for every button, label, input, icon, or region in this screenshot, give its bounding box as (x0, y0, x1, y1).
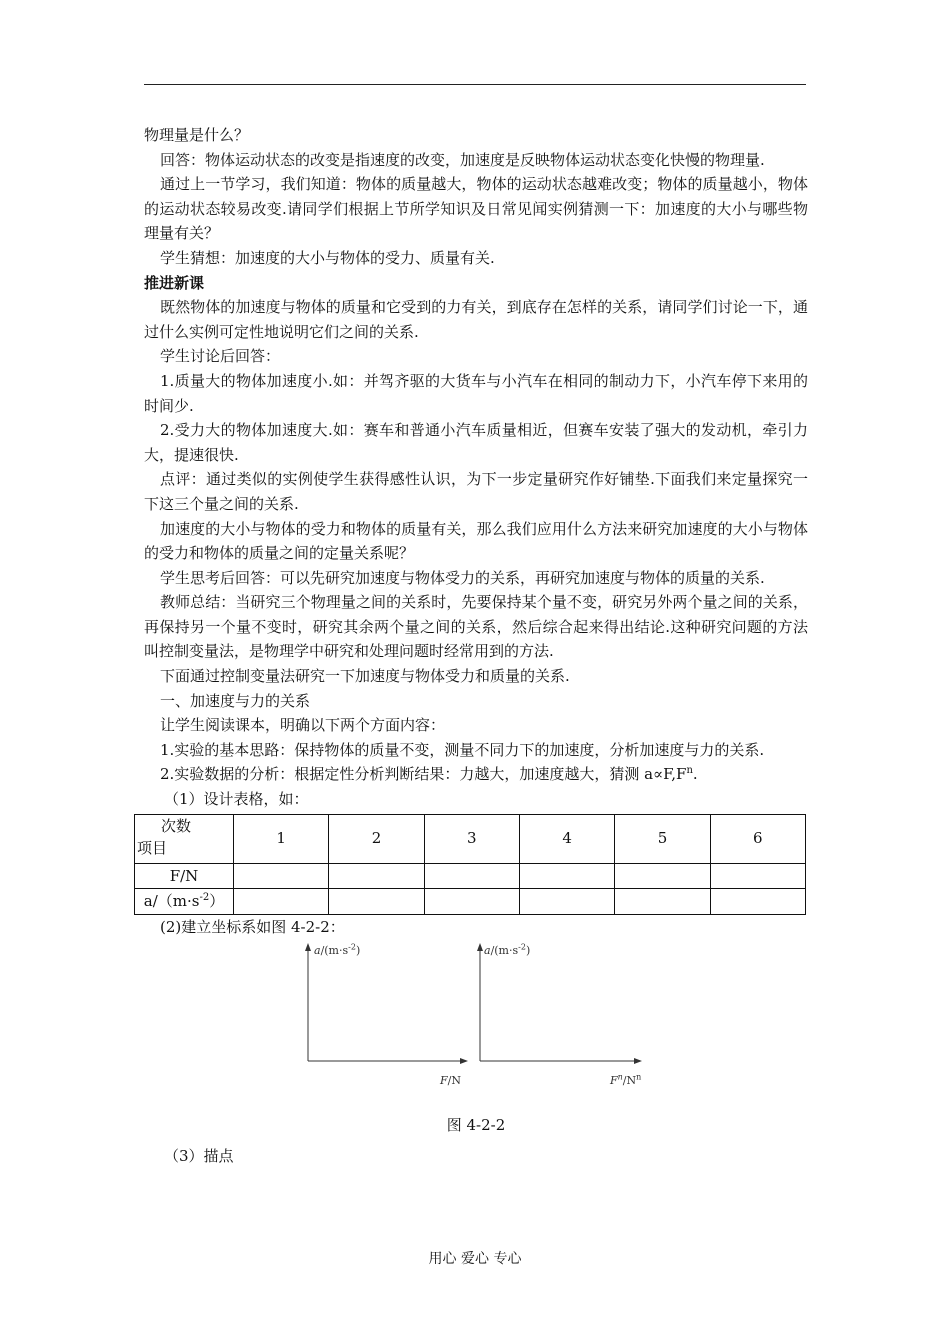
table-cell (234, 863, 329, 889)
paragraph: 1.实验的基本思路：保持物体的质量不变，测量不同力下的加速度，分析加速度与力的关系. (160, 740, 765, 759)
x-sup: n (617, 1072, 623, 1082)
column-header: 1 (234, 814, 329, 863)
paragraph-guess (144, 762, 808, 787)
table-cell (424, 863, 519, 889)
table-intro: （1）设计表格，如： (164, 790, 309, 809)
paragraph: 物理量是什么？ (144, 126, 250, 144)
y-unit: /(m·s (320, 944, 349, 958)
guess-suffix: . (692, 765, 698, 784)
table-header-row (135, 814, 806, 863)
x-unit: /N (447, 1074, 461, 1088)
coord-intro: (2)建立坐标系如图 4-2-2： (160, 917, 345, 936)
graph2-x-label (610, 1069, 641, 1094)
corner-top-label: 次数 (161, 816, 192, 835)
table-cell (519, 863, 614, 889)
data-table (134, 814, 806, 915)
y-sup: -2 (348, 942, 356, 952)
y-var: a (314, 944, 321, 958)
table-cell (329, 863, 424, 889)
row-label-acceleration (135, 889, 234, 915)
x-sup2: n (636, 1072, 642, 1082)
table-cell (615, 889, 710, 915)
figure-caption: 图 4-2-2 (446, 1116, 506, 1135)
row-label-force: F/N (135, 863, 234, 889)
guess-sup: n (686, 765, 693, 777)
paragraph: 点评：通过类似的实例使学生获得感性认识，为下一步定量研究作好铺垫.下面我们来定量探究一下这三个量之间的关系. (144, 470, 808, 513)
table-row (135, 863, 806, 889)
table-cell (710, 889, 805, 915)
table-row (135, 889, 806, 915)
y-var: a (484, 944, 491, 958)
column-header: 2 (329, 814, 424, 863)
corner-bottom-label: 项目 (137, 838, 168, 857)
paragraph: 学生思考后回答：可以先研究加速度与物体受力的关系，再研究加速度与物体的质量的关系. (160, 568, 765, 587)
table-corner-cell (135, 814, 234, 863)
paragraph: 让学生阅读课本，明确以下两个方面内容： (160, 716, 446, 735)
header-rule (144, 84, 806, 85)
y-sup: -2 (518, 942, 526, 952)
column-header: 4 (519, 814, 614, 863)
paragraph: 回答：物体运动状态的改变是指速度的改变，加速度是反映物体运动状态变化快慢的物理量. (160, 150, 765, 169)
y-close: ) (525, 944, 531, 958)
section-heading: 推进新课 (144, 273, 205, 292)
step-3: （3）描点 (164, 1147, 234, 1165)
paragraph: 1.质量大的物体加速度小.如：并驾齐驱的大货车与小汽车在相同的制动力下，小汽车停下来用的时间少. (144, 371, 808, 415)
paragraph: 一、加速度与力的关系 (160, 691, 311, 710)
row-label-text: a/（m·s (143, 892, 200, 911)
paragraph: 学生讨论后回答： (160, 347, 281, 366)
paragraph: 加速度的大小与物体的受力和物体的质量有关，那么我们应用什么方法来研究加速度的大小与物体的受力和物体的质量之间的定量关系呢？ (144, 519, 808, 563)
paragraph: 学生猜想：加速度的大小与物体的受力、质量有关. (160, 248, 495, 267)
graph1-x-label (440, 1069, 461, 1094)
x-var: F (610, 1074, 618, 1088)
paragraph: 下面通过控制变量法研究一下加速度与物体受力和质量的关系. (160, 667, 570, 686)
graph1-y-label (314, 939, 360, 964)
x-unit: /N (622, 1074, 637, 1088)
figure-4-2-2 (144, 939, 808, 1109)
table-cell (710, 863, 805, 889)
column-header: 3 (424, 814, 519, 863)
table-cell (519, 889, 614, 915)
graph2-y-label (484, 939, 530, 964)
table-cell (615, 863, 710, 889)
document-body (137, 123, 808, 1169)
paragraph: 2.受力大的物体加速度大.如：赛车和普通小汽车质量相近，但赛车安装了强大的发动机，牵引力大，提速很快. (144, 421, 808, 464)
row-label-close: ） (209, 892, 225, 911)
row-label-sup: -2 (199, 892, 210, 904)
column-header: 6 (710, 814, 805, 863)
y-close: ) (355, 944, 361, 958)
y-unit: /(m·s (490, 944, 519, 958)
page-footer: 用心 爱心 专心 (428, 1251, 522, 1267)
x-var: F (440, 1074, 448, 1088)
data-table-wrap (134, 814, 808, 915)
paragraph: 通过上一节学习，我们知道：物体的质量越大，物体的运动状态越难改变；物体的质量越小，物体的运动状态较易改变.请同学们根据上节所学知识及日常见闻实例猜测一下：加速度的大小与哪些物理量有关？ (144, 175, 808, 243)
table-cell (234, 889, 329, 915)
column-header: 5 (615, 814, 710, 863)
table-cell (424, 889, 519, 915)
table-cell (329, 889, 424, 915)
paragraph: 既然物体的加速度与物体的质量和它受到的力有关，到底存在怎样的关系，请同学们讨论一下，通过什么实例可定性地说明它们之间的关系. (144, 298, 808, 341)
guess-text: 2.实验数据的分析：根据定性分析判断结果：力越大，加速度越大，猜测 a∝F,F (160, 765, 687, 784)
paragraph: 教师总结：当研究三个物理量之间的关系时，先要保持某个量不变，研究另外两个量之间的关系，再保持另一个量不变时，研究其余两个量之间的关系，然后综合起来得出结论.这种研究问题的方法叫控制变量法，是物理学中研究和处理问题时经常用到的方法. (144, 593, 808, 661)
